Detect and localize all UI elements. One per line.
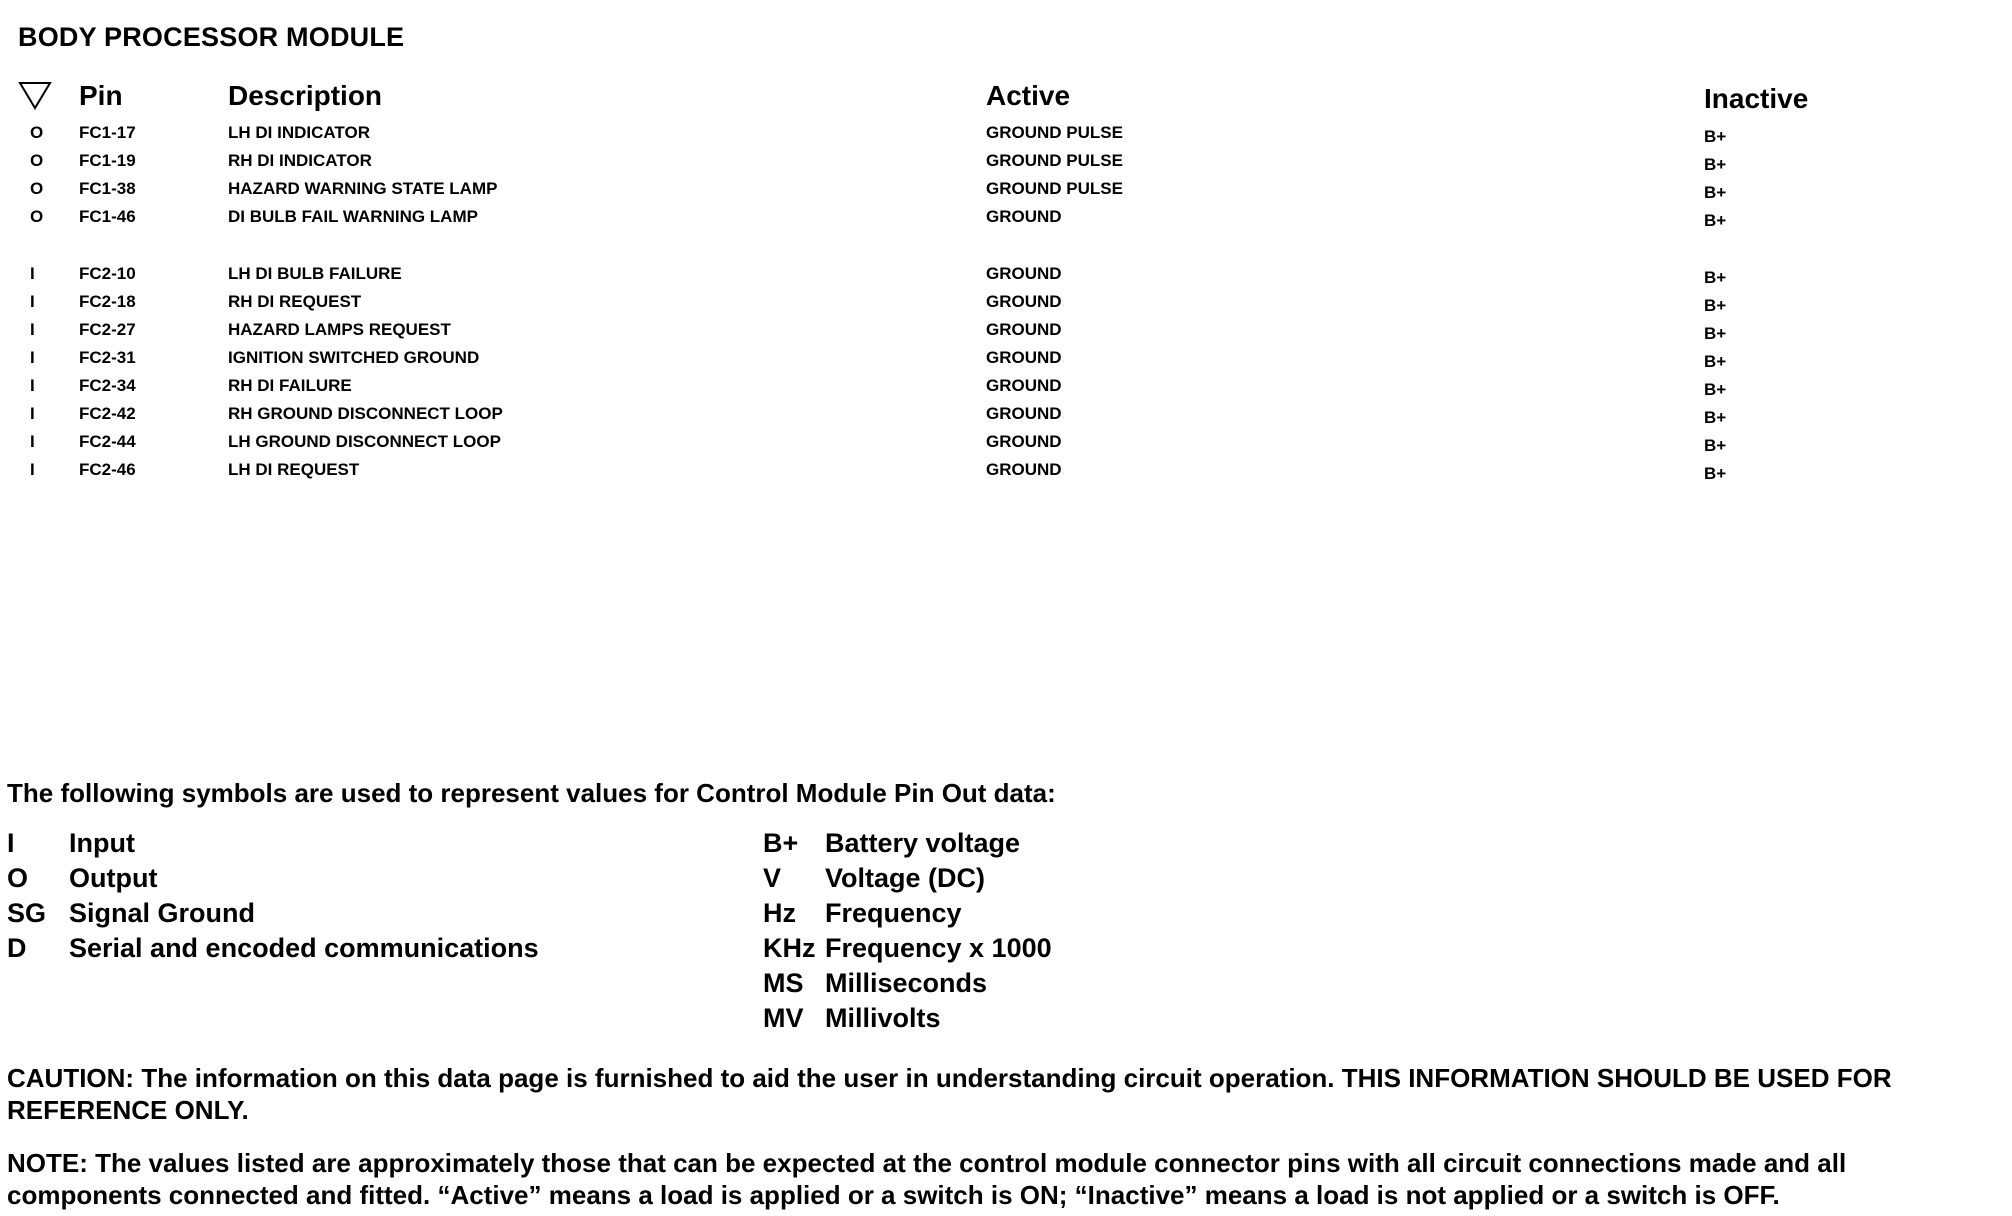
direction-cell: I: [30, 432, 35, 451]
active-cell: GROUND: [986, 404, 1062, 423]
table-row: [0, 292, 2012, 320]
direction-cell: I: [30, 460, 35, 479]
direction-cell: O: [30, 123, 44, 142]
pin-cell: FC2-34: [79, 376, 136, 395]
description-cell: LH GROUND DISCONNECT LOOP: [228, 432, 501, 451]
legend-text: Output: [69, 863, 158, 893]
direction-cell: I: [30, 376, 35, 395]
legend-symbol: O: [7, 863, 29, 893]
description-cell: HAZARD WARNING STATE LAMP: [228, 179, 498, 198]
legend-text: Frequency x 1000: [825, 933, 1052, 963]
legend-text: Milliseconds: [825, 968, 988, 998]
pin-cell: FC2-46: [79, 460, 136, 479]
legend-symbol: MV: [763, 1003, 804, 1033]
pin-cell: FC2-44: [79, 432, 136, 451]
inactive-cell: B+: [1704, 324, 1727, 343]
inactive-cell: B+: [1704, 436, 1727, 455]
triangle-down-icon: [18, 80, 52, 110]
description-cell: DI BULB FAIL WARNING LAMP: [228, 207, 478, 226]
column-header-description: Description: [228, 80, 383, 111]
pin-cell: FC2-27: [79, 320, 136, 339]
description-cell: IGNITION SWITCHED GROUND: [228, 348, 480, 367]
legend-symbol: I: [7, 828, 15, 858]
active-cell: GROUND: [986, 320, 1062, 339]
pin-cell: FC1-19: [79, 151, 136, 170]
active-cell: GROUND PULSE: [986, 179, 1123, 198]
description-cell: LH DI REQUEST: [228, 460, 360, 479]
table-row: [0, 207, 2012, 235]
inactive-cell: B+: [1704, 155, 1727, 174]
legend-text: Battery voltage: [825, 828, 1021, 858]
direction-cell: O: [30, 179, 44, 198]
legend-symbol: B+: [763, 828, 799, 858]
legend-text: Serial and encoded communications: [69, 933, 539, 963]
legend-symbol: D: [7, 933, 27, 963]
table-row: [0, 264, 2012, 292]
active-cell: GROUND: [986, 207, 1062, 226]
table-row: [0, 432, 2012, 460]
description-cell: LH DI INDICATOR: [228, 123, 370, 142]
direction-cell: I: [30, 404, 35, 423]
note-text: NOTE: The values listed are approximately those that can be expected at the control module connector pins with all circuit connections made and all components connected and fitted. “Active” means a load is applied or a switch is ON; “Inactive” means a load is not applied or a switch is OFF.: [7, 1148, 1847, 1210]
description-cell: RH DI FAILURE: [228, 376, 352, 395]
active-cell: GROUND: [986, 348, 1062, 367]
pin-cell: FC2-31: [79, 348, 136, 367]
pin-cell: FC1-17: [79, 123, 136, 142]
table-row: [0, 151, 2012, 179]
direction-cell: I: [30, 292, 35, 311]
active-cell: GROUND: [986, 460, 1062, 479]
inactive-cell: B+: [1704, 296, 1727, 315]
legend-symbol: V: [763, 863, 782, 893]
inactive-cell: B+: [1704, 408, 1727, 427]
legend-text: Millivolts: [825, 1003, 941, 1033]
page-title: BODY PROCESSOR MODULE: [18, 22, 405, 52]
table-row: [0, 376, 2012, 404]
inactive-cell: B+: [1704, 464, 1727, 483]
active-cell: GROUND: [986, 376, 1062, 395]
direction-cell: O: [30, 207, 44, 226]
legend-text: Signal Ground: [69, 898, 255, 928]
legend-text: Input: [69, 828, 135, 858]
inactive-cell: B+: [1704, 380, 1727, 399]
legend-text: Voltage (DC): [825, 863, 985, 893]
inactive-cell: B+: [1704, 268, 1727, 287]
direction-cell: I: [30, 264, 35, 283]
table-row: [0, 123, 2012, 151]
caution-text: CAUTION: The information on this data page is furnished to aid the user in understanding circuit operation. THIS INFORMATION SHOULD BE USED FOR REFERENCE ONLY.: [7, 1063, 1892, 1125]
direction-cell: I: [30, 320, 35, 339]
active-cell: GROUND PULSE: [986, 123, 1123, 142]
legend-symbol: SG: [7, 898, 47, 928]
legend-symbol: MS: [763, 968, 804, 998]
legend-symbol: Hz: [763, 898, 796, 928]
legend-symbol: KHz: [763, 933, 816, 963]
inactive-cell: B+: [1704, 127, 1727, 146]
inactive-cell: B+: [1704, 183, 1727, 202]
pin-cell: FC1-38: [79, 179, 136, 198]
table-row: [0, 460, 2012, 488]
table-row: [0, 320, 2012, 348]
column-header-active: Active: [986, 80, 1071, 111]
description-cell: HAZARD LAMPS REQUEST: [228, 320, 451, 339]
legend-intro: The following symbols are used to represent values for Control Module Pin Out data:: [7, 778, 1056, 808]
active-cell: GROUND: [986, 292, 1062, 311]
active-cell: GROUND PULSE: [986, 151, 1123, 170]
legend-text: Frequency: [825, 898, 962, 928]
inactive-cell: B+: [1704, 211, 1727, 230]
pin-cell: FC2-42: [79, 404, 136, 423]
direction-cell: I: [30, 348, 35, 367]
active-cell: GROUND: [986, 432, 1062, 451]
pin-cell: FC1-46: [79, 207, 136, 226]
description-cell: LH DI BULB FAILURE: [228, 264, 402, 283]
inactive-cell: B+: [1704, 352, 1727, 371]
table-row: [0, 404, 2012, 432]
direction-cell: O: [30, 151, 44, 170]
column-header-inactive: Inactive: [1704, 83, 1809, 114]
description-cell: RH DI REQUEST: [228, 292, 362, 311]
table-row: [0, 348, 2012, 376]
description-cell: RH DI INDICATOR: [228, 151, 372, 170]
description-cell: RH GROUND DISCONNECT LOOP: [228, 404, 503, 423]
pin-cell: FC2-10: [79, 264, 136, 283]
pin-cell: FC2-18: [79, 292, 136, 311]
active-cell: GROUND: [986, 264, 1062, 283]
column-header-pin: Pin: [79, 80, 123, 111]
table-row: [0, 179, 2012, 207]
